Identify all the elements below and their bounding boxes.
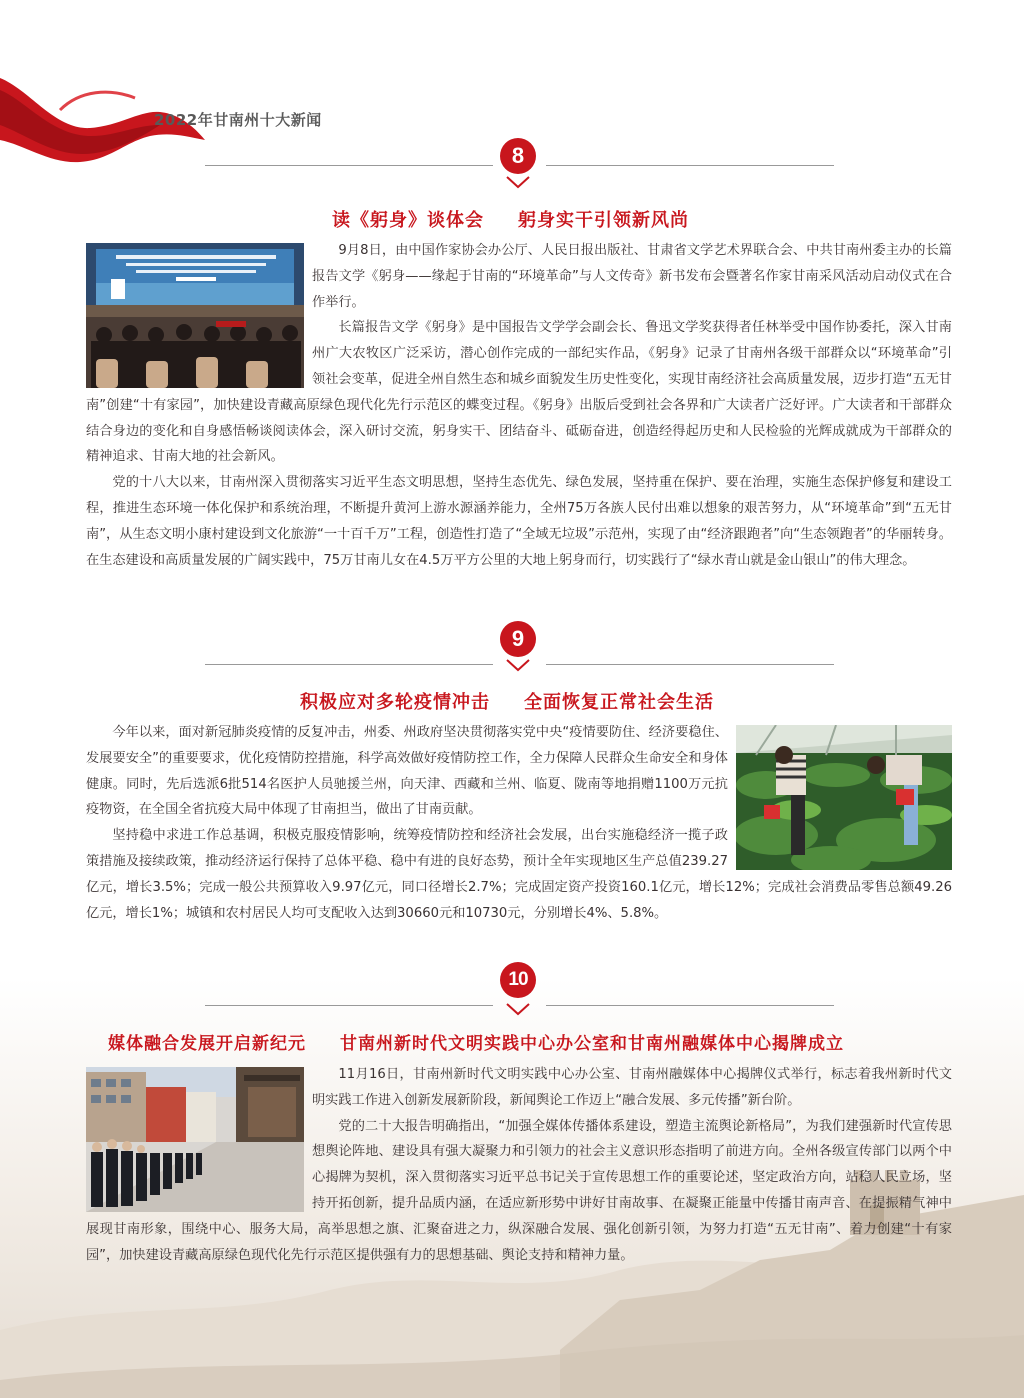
paragraph: 党的二十大报告明确指出，“加强全媒体传播体系建设，塑造主流舆论新格局”，为我们建强新时代宣传思想舆论阵地、建设具有强大凝聚力和引领力的社会主义意识形态指明了前进方向。全州各级宣传部门以两个中心揭牌为契机，深入贯彻落实习近平总书记关于宣传思想工作的重要论述，坚定政治方向，站稳人民立场，坚持开拓创新，提升品质内涵，在适应新形势中讲好甘南故事、在凝聚正能量中传播甘南声音、在提振精气神中展现甘南形象，围绕中心、服务大局，高举思想之旗、汇聚奋进之力，纵深融合发展、强化创新引领，为努力打造“五无甘南”、着力创建“十有家园”，加快建设青藏高原绿色现代化先行示范区提供强有力的思想基础、舆论支持和精神力量。 [86, 1118, 952, 1263]
headline-part-a: 媒体融合发展开启新纪元 [108, 1034, 306, 1054]
divider-line-left [205, 1005, 493, 1006]
section-10-flow [86, 1062, 952, 1268]
divider-line-left [205, 664, 493, 665]
headline-part-b: 躬身实干引领新风尚 [518, 210, 689, 231]
section-10-headline [108, 1029, 844, 1054]
photo-spacer [86, 1062, 312, 1214]
headline-part-a: 积极应对多轮疫情冲击 [300, 692, 490, 713]
chevron-down-icon [505, 658, 531, 672]
section-8-headline [332, 206, 689, 232]
paragraph: 9月8日，由中国作家协会办公厅、人民日报出版社、甘肃省文学艺术界联合会、中共甘南州委主办的长篇报告文学《躬身——缘起于甘南的“环境革命”与人文传奇》新书发布会暨著名作家甘南采风活动启动仪式在合作举行。 [312, 243, 952, 310]
divider-line-left [205, 165, 493, 166]
paragraph: 11月16日，甘南州新时代文明实践中心办公室、甘南州融媒体中心揭牌仪式举行，标志着我州新时代文明实践工作进入创新发展新阶段，新闻舆论工作迈上“融合发展、多元传播”新台阶。 [312, 1067, 952, 1108]
section-number-badge: 9 [500, 621, 536, 657]
section-number-badge: 8 [500, 138, 536, 174]
photo-spacer [86, 238, 312, 388]
section-9-divider [0, 621, 1024, 681]
paragraph: 今年以来，面对新冠肺炎疫情的反复冲击，州委、州政府坚决贯彻落实党中央“疫情要防住、经济要稳住、发展要安全”的重要要求，优化疫情防控措施，科学高效做好疫情防控工作，全力保障人民群众生命安全和身体健康。同时，先后选派6批514名医护人员驰援兰州，向天津、西藏和兰州、临夏、陇南等地捐赠1100万元抗疫物资，在全国全省抗疫大局中体现了甘南担当，做出了甘南贡献。 [86, 725, 728, 818]
section-10-divider [0, 962, 1024, 1022]
section-8-divider [0, 138, 1024, 198]
section-9-flow [86, 720, 952, 926]
section-number-badge: 10 [500, 962, 536, 998]
photo-spacer [728, 720, 952, 872]
chevron-down-icon [505, 175, 531, 189]
page-header-title: 2022年甘南州十大新闻 [154, 111, 322, 129]
divider-line-right [546, 165, 834, 166]
headline-part-a: 读《躬身》谈体会 [332, 210, 484, 231]
paragraph: 党的十八大以来，甘南州深入贯彻落实习近平生态文明思想，坚持生态优先、绿色发展，坚持重在保护、要在治理，实施生态保护修复和建设工程，推进生态环境一体化保护和系统治理，不断提升黄河上游水源涵养能力，全州75万各族人民付出难以想象的艰苦努力，从“环境革命”到“五无甘南”，从生态文明小康村建设到文化旅游“一十百千万”工程，创造性打造了“全域无垃圾”示范州，实现了由“经济跟跑者”向“生态领跑者”的华丽转身。在生态建设和高质量发展的广阔实践中，75万甘南儿女在4.5万平方公里的大地上躬身而行，切实践行了“绿水青山就是金山银山”的伟大理念。 [86, 475, 952, 568]
paragraph: 坚持稳中求进工作总基调，积极克服疫情影响，统筹疫情防控和经济社会发展，出台实施稳经济一揽子政策措施及接续政策，推动经济运行保持了总体平稳、稳中有进的良好态势，预计全年实现地区生产总值239.27亿元，增长3.5%；完成一般公共预算收入9.97亿元，同口径增长2.7%；完成固定资产投资160.1亿元，增长12%；完成社会消费品零售总额49.26亿元，增长1%；城镇和农村居民人均可支配收入达到30660元和10730元，分别增长4%、5.8%。 [86, 828, 952, 921]
section-8-flow [86, 238, 952, 573]
headline-part-b: 全面恢复正常社会生活 [524, 692, 714, 713]
divider-line-right [546, 664, 834, 665]
chevron-down-icon [505, 1002, 531, 1016]
section-9-headline [300, 688, 714, 714]
paragraph: 长篇报告文学《躬身》是中国报告文学学会副会长、鲁迅文学奖获得者任林举受中国作协委托，深入甘南州广大农牧区广泛采访，潜心创作完成的一部纪实作品，《躬身》记录了甘南州各级干部群众以“环境革命”引领社会变革，促进全州自然生态和城乡面貌发生历史性变化，实现甘南经济社会高质量发展，迈步打造“五无甘南”创建“十有家园”，加快建设青藏高原绿色现代化先行示范区的蝶变过程。《躬身》出版后受到社会各界和广大读者广泛好评。广大读者和干部群众结合身边的变化和自身感悟畅谈阅读体会，深入研讨交流，躬身实干、团结奋斗、砥砺奋进，创造经得起历史和人民检验的光辉成就成为干部群众的精神追求、甘南大地的社会新风。 [86, 320, 952, 465]
divider-line-right [546, 1005, 834, 1006]
headline-part-b: 甘南州新时代文明实践中心办公室和甘南州融媒体中心揭牌成立 [340, 1034, 844, 1054]
